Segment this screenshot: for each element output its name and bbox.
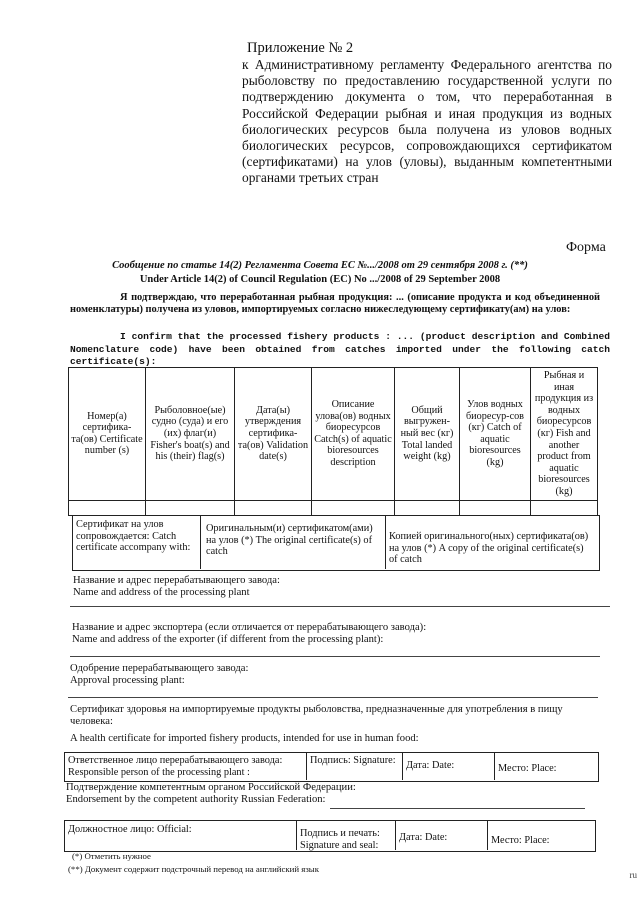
exporter-ru: Название и адрес экспортера (если отличается от перерабатывающего завода):	[72, 622, 427, 633]
edge-mark: ru	[629, 870, 637, 880]
divider	[200, 515, 201, 569]
heading-en: Under Article 14(2) of Council Regulation (EC) No .../2008 of 29 September 2008	[139, 274, 501, 285]
footnote-star: (*) Отметить нужное	[72, 851, 151, 861]
responsible-place[interactable]: Место: Place:	[498, 763, 557, 774]
official-signature[interactable]: Подпись и печать: Signature and seal:	[300, 828, 380, 851]
accompany-original-option[interactable]: Оригинальным(и) сертификатом(ами) на улов (*) The original certificate(s) of catch	[206, 523, 373, 558]
appendix-title: Приложение № 2	[247, 40, 354, 56]
footnote-double-star: (**) Документ содержит подстрочный перевод на английский язык	[68, 864, 319, 874]
confirm-ru: Я подтверждаю, что переработанная рыбная продукция: ... (описание продукта и код объединенной номенклатуры) получена из уловов, импортируемых согласно нижеследующему сертификату(ам) на улов:	[70, 292, 600, 316]
divider	[306, 752, 307, 780]
official-place[interactable]: Место: Place:	[491, 835, 550, 846]
form-label: Форма	[566, 240, 606, 255]
responsible-person[interactable]: Ответственное лицо перерабатывающего завода: Responsible person of the processing plant :	[68, 755, 283, 778]
divider	[487, 820, 488, 850]
heading-ru: Сообщение по статье 14(2) Регламента Совета ЕС №.../2008 от 29 сентября 2008 г. (**)	[112, 260, 528, 271]
health-ru: Сертификат здоровья на импортируемые продукты рыболовства, предназначенные для употребления в пищу человека:	[70, 704, 563, 727]
responsible-signature[interactable]: Подпись: Signature:	[310, 755, 396, 766]
confirm-en: I confirm that the processed fishery products : ... (product description and Combined Nomenclature code) have been obtained from catches imported under the following catch certificate(s):	[70, 331, 610, 368]
official-date[interactable]: Дата: Date:	[399, 832, 448, 843]
col-product-weight: Рыбная и иная продукция из водных биоресурсов (кг) Fish and another product from aquatic bioresources (kg)	[531, 368, 598, 501]
approval-en: Approval processing plant:	[70, 675, 185, 686]
endorsement-ru: Подтверждение компетентным органом Российской Федерации:	[66, 782, 356, 793]
col-landed-weight: Общий выгружен-ный вес (кг) Total landed weight (kg)	[395, 368, 460, 501]
plant-ru: Название и адрес перерабатывающего завода:	[73, 575, 280, 586]
exporter-en: Name and address of the exporter (if different from the processing plant):	[72, 634, 384, 645]
endorsement-en: Endorsement by the competent authority Russian Federation:	[66, 794, 326, 805]
col-catch-weight: Улов водных биоресур-сов (кг) Catch of aquatic bioresources (kg)	[460, 368, 531, 501]
responsible-date[interactable]: Дата: Date:	[406, 760, 455, 771]
col-validation-date: Дата(ы) утверждения сертифика-та(ов) Validation date(s)	[235, 368, 312, 501]
divider	[494, 752, 495, 780]
approval-line[interactable]	[68, 697, 598, 698]
col-fishing-boat: Рыболовное(ые) судно (суда) и его (их) флаг(и) Fisher's boat(s) and his (their) flag(s)	[146, 368, 235, 501]
divider	[402, 752, 403, 780]
accompany-copy-option[interactable]: Копией оригинального(ных) сертификата(ов) на улов (*) A copy of the original certificate(s) of catch	[389, 531, 589, 566]
divider	[296, 820, 297, 850]
official-title[interactable]: Должностное лицо: Official:	[68, 824, 192, 835]
table-row[interactable]	[69, 500, 598, 515]
endorsement-line[interactable]	[330, 808, 585, 809]
health-en: A health certificate for imported fishery products, intended for use in human food:	[70, 733, 419, 744]
plant-line[interactable]	[70, 606, 610, 607]
exporter-line[interactable]	[70, 656, 600, 657]
appendix-text: к Административному регламенту Федерального агентства по рыболовству по предоставлению государственной услуги по подтверждению документа о том, что переработанная в Российской Федерации рыбная и иная продукция из водных биологических ресурсов была получена из уловов водных биологических ресурсов, сопровождающихся сертификатом (сертификатами) на улов (уловы), выданным компетентными органами третьих стран	[242, 57, 612, 186]
plant-en: Name and address of the processing plant	[73, 587, 250, 598]
accompany-label: Сертификат на улов сопровождается: Catch certificate accompany with:	[76, 519, 191, 554]
divider	[385, 515, 386, 569]
table-header-row	[69, 368, 598, 501]
col-catch-description: Описание улова(ов) водных биоресурсов Catch(s) of aquatic bioresources description	[312, 368, 395, 501]
catch-table	[68, 367, 598, 516]
col-certificate-number: Номер(а) сертифика-та(ов) Certificate number (s)	[69, 368, 146, 501]
divider	[395, 820, 396, 850]
approval-ru: Одобрение перерабатывающего завода:	[70, 663, 249, 674]
